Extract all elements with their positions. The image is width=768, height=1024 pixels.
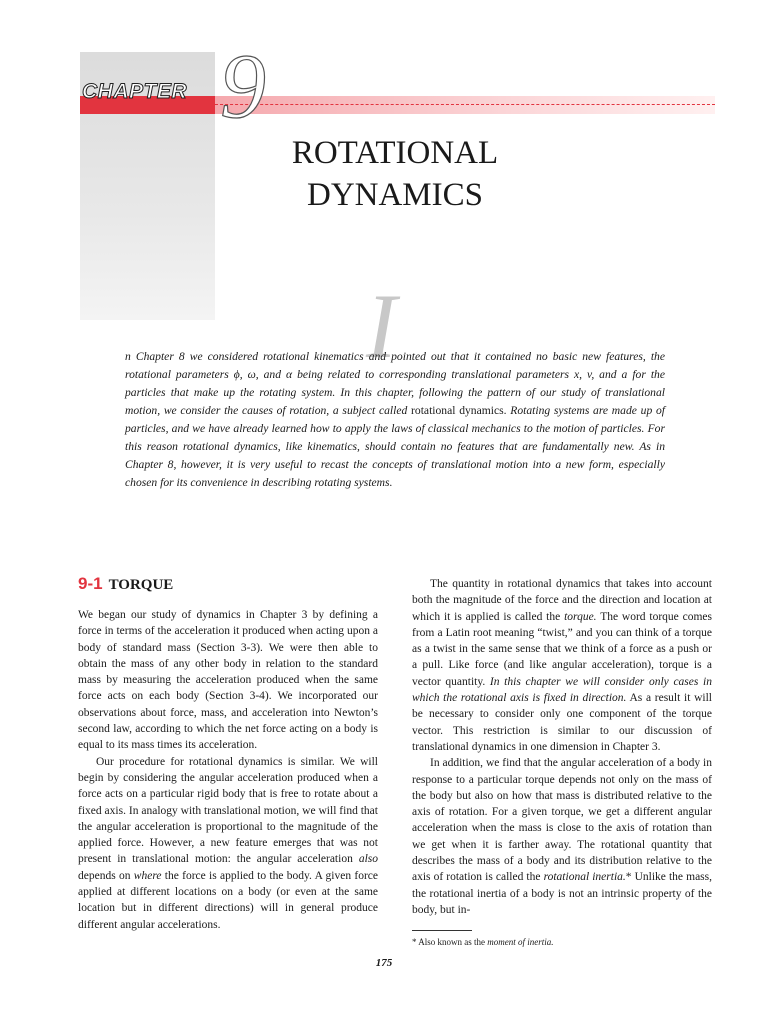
left-column bbox=[78, 576, 378, 933]
right-paragraph-1 bbox=[412, 576, 712, 755]
section-title: TORQUE bbox=[108, 577, 174, 593]
footnote-term: moment of inertia. bbox=[487, 937, 554, 947]
left-paragraph-2 bbox=[78, 754, 378, 933]
left-p2-text-c: the force is applied to the body. A given force applied at different locations on a body (or even at the same location but in different directions) will in general produce different angular accelerations. bbox=[78, 869, 379, 931]
right-paragraph-2 bbox=[412, 755, 712, 918]
section-number: 9-1 bbox=[78, 574, 103, 593]
chapter-title bbox=[260, 132, 530, 216]
intro-paragraph bbox=[125, 348, 665, 492]
right-p2-term: rotational inertia. bbox=[543, 871, 626, 884]
right-p2-text-a: In addition, we find that the angular acceleration of a body in response to a particular torque depends not only on the mass of the body but also on how that mass is distributed relative to the axis of rotation. For a given torque, we get a different angular acceleration when the mass is close to the axis of rotation than we get when it is farther away. The rotational quantity that describes the mass of a body and its distribution relative to the axis of rotation is called the bbox=[412, 757, 712, 884]
left-p2-text-a: Our procedure for rotational dynamics is similar. We will begin by considering the angular acceleration produced when a force acts on a particular rigid body that is free to rotate about a fixed axis. In analogy with translational motion, we will find that the angular acceleration is proportional to the magnitude of the applied force. However, a new feature emerges that was not present in translational motion: the angular acceleration bbox=[78, 755, 378, 866]
intro-term: rotational dynamics. bbox=[411, 404, 507, 417]
intro-text-2: Rotating systems are made up of particles, and we have already learned how to apply the laws of classical mechanics to the motion of particles. For this reason rotational dynamics, like kinematics, should contain no features that are fundamentally new. As in Chapter 8, however, it is very useful to recast the concepts of translational motion into a new form, especially chosen for its convenience in describing rotating systems. bbox=[125, 404, 665, 489]
left-p2-where: where bbox=[133, 869, 162, 882]
left-paragraph-1: We began our study of dynamics in Chapter 3 by defining a force in terms of the acceleration it produced when acting upon a body of standard mass (Section 3-3). We were then able to obtain the mass of any other body in relation to the standard mass by measuring the acceleration produced when the same force acts on each body (Section 3-4). We incorporated our observations about force, mass, and acceleration into Newton’s second law, according to which the net force acting on a body is equal to its mass times its acceleration. bbox=[78, 609, 378, 752]
chapter-label: CHAPTER bbox=[82, 80, 188, 103]
left-p2-also: also bbox=[358, 853, 378, 866]
right-p1-italic: In this chapter we will consider only cases in which the rotational axis is fixed in direction. bbox=[412, 675, 712, 705]
section-heading bbox=[78, 576, 378, 602]
intro-text-1: n Chapter 8 we considered rotational kinematics and pointed out that it contained no basic new features, the rotational parameters ϕ, ω, and α being related to corresponding translational parameters x, v, and a for the particles that make up the rotating system. In this chapter, following the pattern of our study of translational motion, we consider the causes of rotation, a subject called bbox=[125, 350, 665, 417]
footnote-rule bbox=[412, 930, 472, 931]
chapter-title-line2: DYNAMICS bbox=[306, 177, 484, 213]
chapter-number: 9 bbox=[220, 35, 266, 137]
chapter-title-line1: ROTATIONAL bbox=[291, 135, 499, 171]
right-p1-torque: torque. bbox=[564, 610, 597, 623]
footnote-text: * Also known as the bbox=[412, 937, 488, 947]
intro-dropcap: I bbox=[366, 275, 397, 377]
right-p1-text-b: The word torque comes from a Latin root meaning “twist,” and you can think of a torque as a twist in the same sense that we think of a force as a push or a pull. Like force (and like angular acceleration), torque is a vector quantity. bbox=[412, 610, 712, 688]
right-column bbox=[412, 576, 712, 918]
footnote bbox=[412, 937, 554, 947]
right-p1-text-c: As a result it will be necessary to consider only one component of the torque vector. This restriction is similar to our discussion of translational dynamics in one dimension in Chapter 3. bbox=[412, 692, 712, 753]
page-number: 175 bbox=[375, 957, 393, 969]
left-p2-text-b: depends on bbox=[78, 869, 134, 882]
chapter-dashed-rule bbox=[215, 96, 715, 114]
right-p2-text-b: * Unlike the mass, the rotational inertia of a body is not an intrinsic property of the body, but in- bbox=[412, 871, 712, 916]
right-p1-text-a: The quantity in rotational dynamics that takes into account both the magnitude of the force and the direction and location at which it is applied is called the bbox=[412, 578, 712, 623]
